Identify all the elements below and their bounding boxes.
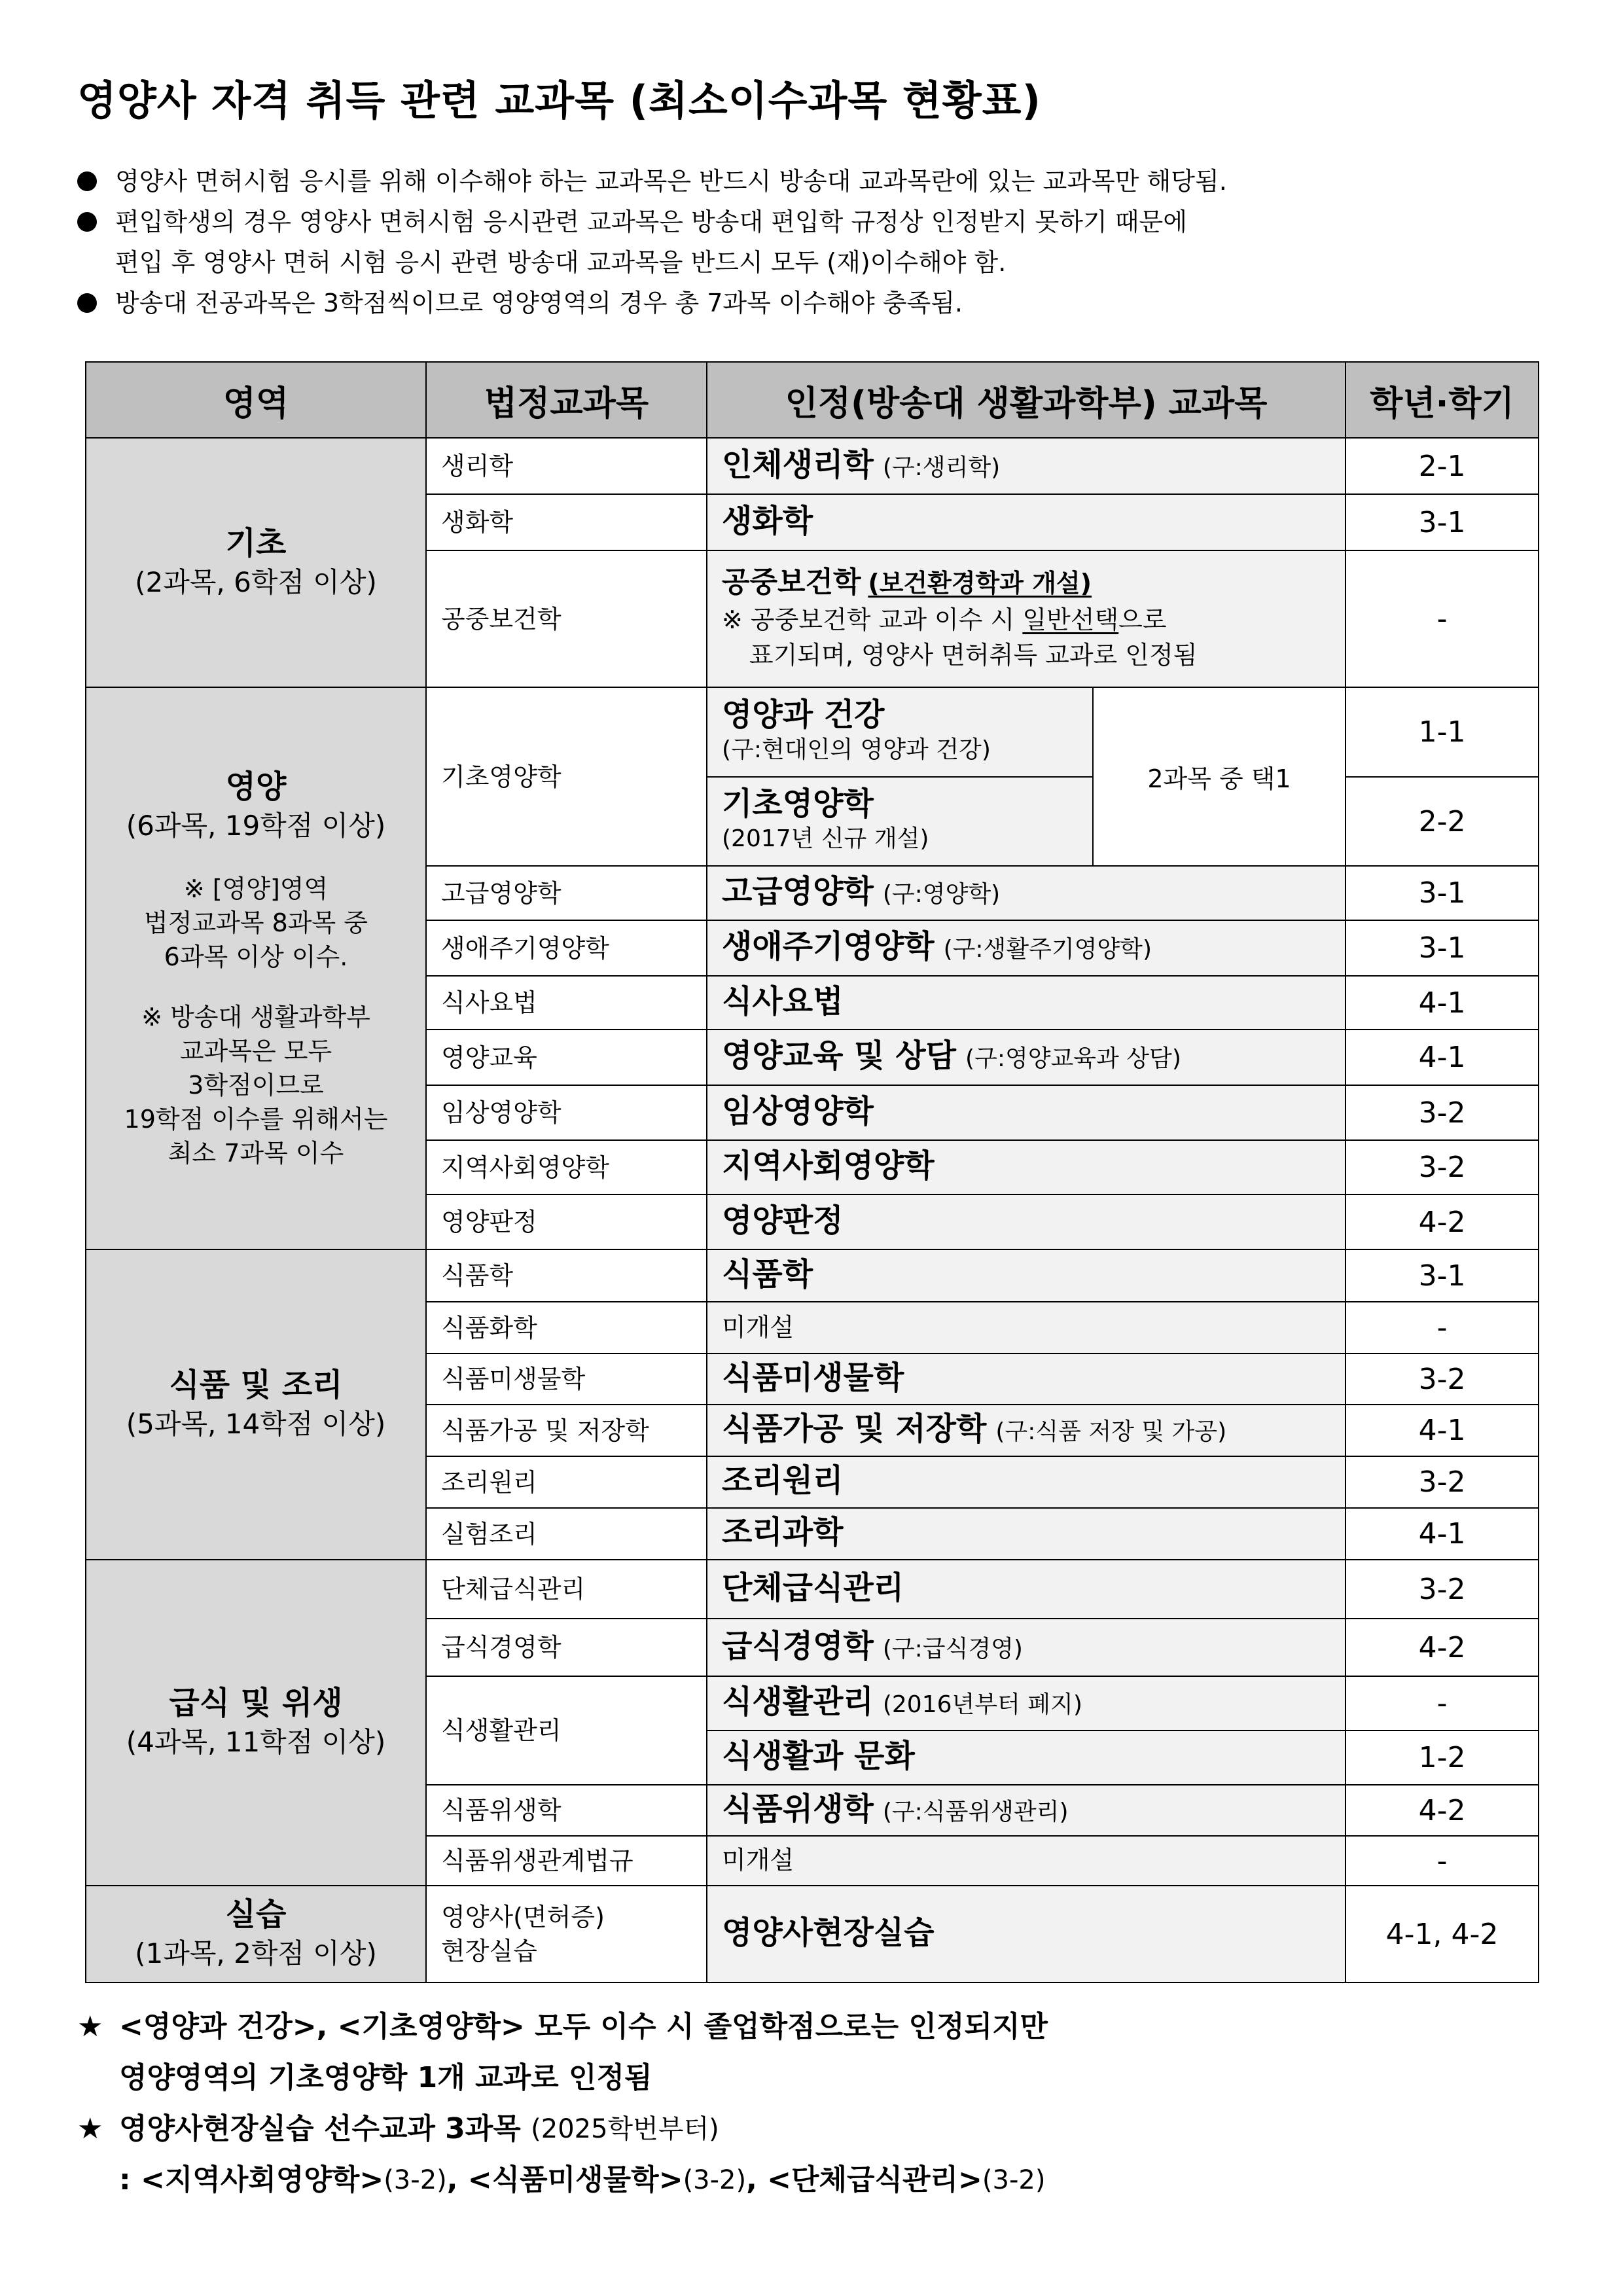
legal-course-line: 영양사(면허증): [441, 1903, 605, 1931]
table-row: [86, 687, 1539, 777]
area-cell-nutrition: [86, 687, 426, 1249]
legal-course: 생애주기영양학: [426, 920, 707, 976]
prereq-list: [77, 2155, 1048, 2206]
approved-course: [707, 920, 1346, 976]
legal-course: 생화학: [426, 494, 707, 550]
grade-semester: 3-2: [1346, 1560, 1539, 1619]
legal-course: 식품가공 및 저장학: [426, 1405, 707, 1456]
note-line: ※ [영양]영역: [183, 874, 329, 903]
remark-underlined: 일반선택: [1022, 605, 1119, 634]
notice-bullets: [77, 161, 1227, 323]
legal-course: [426, 1886, 707, 1982]
area-requirement: (5과목, 14학점 이상): [126, 1408, 386, 1440]
course-name: 영양사현장실습: [722, 1914, 935, 1951]
footer-note-continuation: [77, 2053, 1048, 2104]
approved-course: [707, 687, 1093, 777]
course-note: (2016년부터 폐지): [882, 1691, 1082, 1718]
black-circle-icon: [77, 293, 97, 313]
table-row: [86, 1886, 1539, 1982]
course-name: 영양교육 및 상담: [722, 1037, 956, 1074]
area-note: [86, 872, 425, 1170]
legal-course: 급식경영학: [426, 1619, 707, 1676]
course-note: (구:급식경영): [882, 1635, 1023, 1662]
bullet-text: 영양사 면허시험 응시를 위해 이수해야 하는 교과목은 반드시 방송대 교과목란에 있는 교과목만 해당됨.: [115, 167, 1227, 196]
area-name: 식품 및 조리: [169, 1367, 343, 1403]
grade-semester: 3-2: [1346, 1354, 1539, 1405]
grade-semester: 4-2: [1346, 1619, 1539, 1676]
note-line: ※ 방송대 생활과학부: [141, 1002, 370, 1031]
area-requirement: (1과목, 2학점 이상): [135, 1937, 377, 1969]
grade-semester: 3-1: [1346, 920, 1539, 976]
approved-course: [707, 438, 1346, 494]
remark-text: ※ 공중보건학 교과 이수 시: [722, 605, 1023, 634]
grade-semester: 4-1: [1346, 1405, 1539, 1456]
approved-course: [707, 1302, 1346, 1354]
separator: ,: [746, 2163, 757, 2197]
note-line: 교과목은 모두: [179, 1036, 332, 1066]
separator: ,: [446, 2163, 458, 2197]
header-legal-course: 법정교과목: [426, 362, 707, 438]
grade-semester: 4-2: [1346, 1785, 1539, 1836]
course-name: 인체생리학: [722, 446, 874, 483]
area-requirement: (4과목, 11학점 이상): [126, 1726, 386, 1758]
footer-note: [77, 2104, 1048, 2155]
grade-semester: 3-2: [1346, 1140, 1539, 1194]
approved-course: [707, 550, 1346, 687]
note-line: 19학점 이수를 위해서는: [124, 1104, 388, 1134]
footer-text: 영양영역의 기초영양학 1개 교과로 인정됨: [119, 2061, 652, 2094]
bullet-continuation: [77, 242, 1227, 283]
grade-semester: 1-2: [1346, 1731, 1539, 1785]
approved-course: [707, 1886, 1346, 1982]
prereq-grade: (3-2): [982, 2165, 1046, 2195]
approved-course: [707, 777, 1093, 866]
legal-course: 조리원리: [426, 1456, 707, 1508]
grade-semester: -: [1346, 1302, 1539, 1354]
area-name: 영양: [225, 768, 287, 805]
note-line: 법정교과목 8과목 중: [144, 908, 368, 937]
grade-semester: 3-1: [1346, 866, 1539, 920]
course-name: 임상영양학: [722, 1092, 874, 1130]
course-name: 식품위생학: [722, 1790, 874, 1827]
table-row: [86, 1249, 1539, 1302]
legal-course: 단체급식관리: [426, 1560, 707, 1619]
bullet-text: 편입학생의 경우 영양사 면허시험 응시관련 교과목은 방송대 편입학 규정상 인정받지 못하기 때문에: [115, 207, 1187, 236]
course-name: 기초영양학: [722, 785, 874, 822]
course-name: 고급영양학: [722, 873, 874, 910]
grade-semester: 2-1: [1346, 438, 1539, 494]
course-name: 공중보건학: [722, 565, 861, 599]
black-circle-icon: [77, 171, 97, 191]
course-name: 단체급식관리: [722, 1569, 904, 1606]
approved-course: [707, 1405, 1346, 1456]
legal-course: 지역사회영양학: [426, 1140, 707, 1194]
footer-note-paren: (2025학번부터): [531, 2114, 719, 2144]
footer-notes: [77, 2001, 1048, 2206]
area-name: 실습: [225, 1896, 287, 1933]
approved-course: [707, 1619, 1346, 1676]
black-star-icon: ★: [77, 2010, 103, 2043]
approved-course: [707, 1456, 1346, 1508]
prereq-course: <식품미생물학>: [467, 2163, 683, 2197]
course-name: 식품가공 및 저장학: [722, 1410, 987, 1447]
legal-course: 식품화학: [426, 1302, 707, 1354]
course-remark: [722, 602, 1345, 637]
legal-course: 식품위생관계법규: [426, 1836, 707, 1886]
course-note: (구:생리학): [882, 454, 1001, 481]
approved-course: [707, 1785, 1346, 1836]
course-name: 영양판정: [722, 1202, 844, 1239]
course-note: (구:식품 저장 및 가공): [995, 1418, 1227, 1445]
course-remark: 표기되며, 영양사 면허취득 교과로 인정됨: [749, 641, 1198, 670]
approved-course: [707, 1030, 1346, 1085]
grade-semester: -: [1346, 550, 1539, 687]
legal-course: 실험조리: [426, 1508, 707, 1560]
course-name: 조리원리: [722, 1462, 844, 1499]
course-table: [85, 361, 1539, 1983]
approved-course: [707, 1085, 1346, 1140]
legal-course: 식품미생물학: [426, 1354, 707, 1405]
grade-semester: 3-2: [1346, 1085, 1539, 1140]
area-cell-basic: [86, 438, 426, 687]
legal-course: 식생활관리: [426, 1676, 707, 1785]
footer-note: [77, 2001, 1048, 2053]
course-note: (구:식품위생관리): [882, 1798, 1069, 1825]
footer-text: <영양과 건강>, <기초영양학> 모두 이수 시 졸업학점으로는 인정되지만: [119, 2010, 1048, 2043]
legal-course: 생리학: [426, 438, 707, 494]
approved-course: [707, 1194, 1346, 1249]
course-name: 식생활관리: [722, 1683, 874, 1720]
legal-course: 공중보건학: [426, 550, 707, 687]
course-not-offered: 미개설: [722, 1846, 794, 1874]
grade-semester: 4-1: [1346, 976, 1539, 1030]
grade-semester: -: [1346, 1836, 1539, 1886]
course-name: 식품미생물학: [722, 1359, 904, 1396]
course-name: 식품학: [722, 1255, 813, 1293]
approved-course: [707, 1560, 1346, 1619]
grade-semester: 1-1: [1346, 687, 1539, 777]
legal-course-line: 현장실습: [441, 1937, 537, 1965]
grade-semester: 4-1: [1346, 1508, 1539, 1560]
course-name: 생애주기영양학: [722, 928, 935, 965]
course-note: (2017년 신규 개설): [722, 825, 929, 852]
legal-course: 영양교육: [426, 1030, 707, 1085]
bullet-item: [77, 202, 1227, 242]
area-requirement: (2과목, 6학점 이상): [135, 565, 377, 598]
approved-course: [707, 494, 1346, 550]
area-name: 기초: [225, 524, 287, 562]
prereq-course: <단체급식관리>: [767, 2163, 982, 2197]
prereq-course: <지역사회영양학>: [140, 2163, 384, 2197]
grade-semester: -: [1346, 1676, 1539, 1731]
header-grade-semester: 학년·학기: [1346, 362, 1539, 438]
black-circle-icon: [77, 212, 97, 232]
course-note: (구:생활주기영양학): [943, 936, 1152, 963]
prereq-grade: (3-2): [683, 2165, 747, 2195]
course-name: 식사요법: [722, 982, 844, 1020]
choice-note: 2과목 중 택1: [1093, 687, 1346, 866]
table-header-row: [86, 362, 1539, 438]
grade-semester: 2-2: [1346, 777, 1539, 866]
bullet-item: [77, 161, 1227, 202]
table-row: [86, 1560, 1539, 1619]
grade-semester: 4-2: [1346, 1194, 1539, 1249]
approved-course: [707, 1731, 1346, 1785]
approved-course: [707, 1354, 1346, 1405]
area-cell-food-cooking: [86, 1249, 426, 1560]
legal-course: 식품학: [426, 1249, 707, 1302]
approved-course: [707, 976, 1346, 1030]
grade-semester: 4-1, 4-2: [1346, 1886, 1539, 1982]
area-cell-foodservice-hygiene: [86, 1560, 426, 1886]
legal-course: 임상영양학: [426, 1085, 707, 1140]
prereq-grade: (3-2): [383, 2165, 447, 2195]
area-requirement: (6과목, 19학점 이상): [126, 809, 386, 842]
area-name: 급식 및 위생: [169, 1685, 343, 1721]
legal-course: 고급영양학: [426, 866, 707, 920]
grade-semester: 3-2: [1346, 1456, 1539, 1508]
bullet-item: [77, 283, 1227, 323]
footer-text: 영양사현장실습 선수교과 3과목: [119, 2112, 521, 2145]
note-line: 최소 7과목 이수: [168, 1138, 344, 1168]
course-note: (구:현대인의 영양과 건강): [722, 736, 991, 763]
page-title: 영양사 자격 취득 관련 교과목 (최소이수과목 현황표): [77, 77, 1041, 124]
header-area: 영역: [86, 362, 426, 438]
prereq-prefix: :: [119, 2163, 131, 2197]
header-approved-course: 인정(방송대 생활과학부) 교과목: [707, 362, 1346, 438]
course-note: (구:영양교육과 상담): [965, 1045, 1181, 1072]
legal-course: 식사요법: [426, 976, 707, 1030]
course-name: 급식경영학: [722, 1627, 874, 1664]
grade-semester: 3-1: [1346, 1249, 1539, 1302]
approved-course: [707, 1140, 1346, 1194]
black-star-icon: ★: [77, 2112, 103, 2145]
grade-semester: 4-1: [1346, 1030, 1539, 1085]
approved-course: [707, 1508, 1346, 1560]
approved-course: [707, 1836, 1346, 1886]
legal-course: 영양판정: [426, 1194, 707, 1249]
course-name: 식생활과 문화: [722, 1738, 915, 1774]
course-name: 조리과학: [722, 1514, 844, 1551]
approved-course: [707, 1249, 1346, 1302]
note-line: 6과목 이상 이수.: [164, 942, 348, 971]
remark-text: 으로: [1118, 605, 1167, 634]
area-cell-practicum: [86, 1886, 426, 1982]
course-name: 지역사회영양학: [722, 1147, 935, 1184]
course-note: (구:영양학): [882, 881, 1001, 908]
course-name: 생화학: [722, 502, 813, 539]
table-row: [86, 438, 1539, 494]
note-line: 3학점이므로: [188, 1070, 324, 1100]
bullet-text: 방송대 전공과목은 3학점씩이므로 영양영역의 경우 총 7과목 이수해야 충족됨.: [115, 289, 963, 317]
course-not-offered: 미개설: [722, 1312, 794, 1342]
legal-course: 기초영양학: [426, 687, 707, 866]
course-note: (보건환경학과 개설): [868, 569, 1092, 598]
course-name: 영양과 건강: [722, 696, 885, 733]
bullet-text: 편입 후 영양사 면허 시험 응시 관련 방송대 교과목을 반드시 모두 (재)이수해야 함.: [115, 248, 1007, 277]
legal-course: 식품위생학: [426, 1785, 707, 1836]
approved-course: [707, 866, 1346, 920]
grade-semester: 3-1: [1346, 494, 1539, 550]
approved-course: [707, 1676, 1346, 1731]
